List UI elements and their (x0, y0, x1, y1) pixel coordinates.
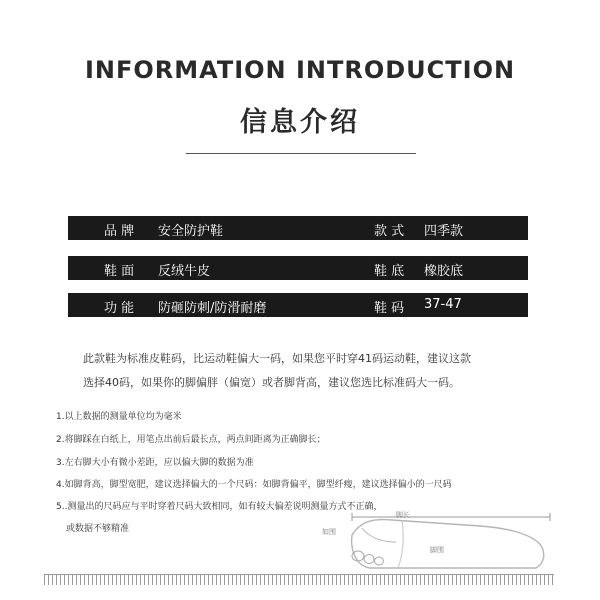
title-divider (186, 153, 416, 154)
foot-length-label: 脚长 (396, 511, 410, 519)
style-label: 款 式 (374, 224, 405, 239)
brand-label: 品 牌 (104, 224, 135, 239)
measuring-ruler (44, 574, 554, 585)
foot-measurement-diagram (300, 480, 560, 575)
info-row-brand-style (68, 216, 528, 240)
foot-circumference-label: 脚围 (430, 546, 444, 554)
foot-illustration (300, 480, 560, 575)
function-label: 功 能 (104, 301, 135, 316)
note-3: 3.左右脚大小有微小差距，应以偏大脚的数据为准 (56, 458, 254, 468)
sole-value: 橡胶底 (424, 264, 464, 279)
title-english: INFORMATION INTRODUCTION (84, 56, 516, 84)
note-1: 1.以上数据的测量单位均为毫米 (56, 412, 182, 422)
sole-label: 鞋 底 (374, 264, 405, 279)
title-chinese: 信息介绍 (240, 107, 360, 138)
note-4: 4.如脚背高，脚型宽肥，建议选择偏大的一个尺码：如脚背偏平，脚型纤瘦，建议选择偏小的一尺码 (56, 480, 452, 490)
info-row-upper-sole (68, 256, 528, 280)
intro-line-1: 此款鞋为标准皮鞋码，比运动鞋偏大一码，如果您平时穿41码运动鞋，建议这款 (83, 352, 471, 365)
note-5: 5..测量出的尺码应与平时穿着尺码大致相同，如有较大偏差说明测量方式不正确， (56, 502, 383, 512)
upper-label: 鞋 面 (104, 264, 135, 279)
size-label: 鞋 码 (374, 301, 405, 316)
size-value: 37-47 (424, 297, 462, 312)
note-2: 2.将脚踩在白纸上，用笔点出前后最长点，两点间距离为正确脚长； (56, 435, 326, 445)
note-6: 或数据不够精准 (66, 524, 130, 534)
intro-line-2: 选择40码，如果你的脚偏胖（偏宽）或者脚背高，建议您选比标准码大一码。 (83, 376, 460, 389)
upper-value: 反绒牛皮 (158, 264, 211, 279)
girth-label: 如围 (322, 528, 336, 536)
info-row-function-size (68, 293, 528, 317)
function-value: 防砸防刺/防滑耐磨 (158, 301, 267, 316)
brand-value: 安全防护鞋 (158, 224, 224, 239)
style-value: 四季款 (424, 224, 464, 239)
